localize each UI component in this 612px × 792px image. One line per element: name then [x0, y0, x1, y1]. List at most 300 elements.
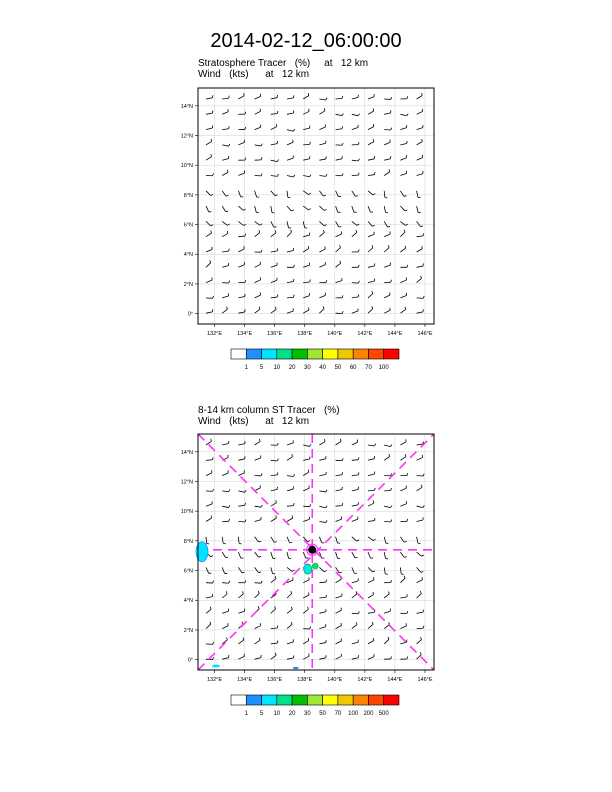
- wind-barb: [287, 506, 293, 507]
- wind-barb: [222, 129, 228, 130]
- wind-barb: [400, 578, 405, 583]
- wind-barb: [336, 206, 338, 212]
- wind-barb-feather: [245, 580, 246, 582]
- y-tick-label: 4°N: [183, 598, 193, 605]
- wind-barb: [400, 143, 406, 144]
- wind-barb: [303, 249, 309, 252]
- wind-barb-feather: [326, 98, 327, 100]
- panel-1: [181, 88, 434, 337]
- wind-barb-feather: [245, 158, 246, 160]
- wind-barb-feather: [245, 234, 246, 237]
- wind-barb-feather: [356, 230, 357, 232]
- wind-barb: [368, 234, 374, 236]
- wind-barb: [238, 312, 244, 313]
- wind-barb-feather: [422, 555, 424, 556]
- x-tick-label: 144°E: [387, 331, 403, 337]
- wind-barb: [336, 506, 342, 507]
- wind-barb: [368, 206, 370, 212]
- wind-barb-feather: [261, 581, 262, 583]
- wind-barb: [400, 296, 406, 298]
- wind-barb: [352, 160, 358, 161]
- wind-barb: [287, 624, 292, 628]
- wind-barb: [255, 96, 261, 99]
- wind-barb-feather: [259, 307, 260, 310]
- wind-barb: [400, 114, 406, 115]
- wind-barb: [400, 232, 405, 237]
- wind-barb-feather: [356, 591, 357, 593]
- wind-barb: [222, 206, 225, 212]
- colorbar-label: 70: [365, 365, 372, 371]
- colorbar-cell: [292, 695, 307, 705]
- wind-barb: [238, 265, 244, 268]
- wind-barb-feather: [391, 656, 392, 658]
- wind-barb-feather: [258, 606, 259, 608]
- wind-barb-feather: [275, 653, 276, 656]
- colorbar-cell: [277, 695, 292, 705]
- wind-barb: [368, 624, 373, 628]
- wind-barb: [238, 491, 244, 492]
- wind-barb-feather: [421, 276, 422, 278]
- wind-barb: [368, 221, 372, 226]
- wind-barb: [319, 582, 325, 583]
- wind-barb: [206, 644, 212, 645]
- wind-barb: [368, 612, 374, 613]
- wind-barb-feather: [275, 576, 276, 578]
- wind-barb: [319, 191, 323, 196]
- y-tick-label: 10°N: [180, 163, 193, 170]
- wind-barb: [238, 221, 243, 225]
- wind-barb-feather: [259, 556, 261, 557]
- wind-barb: [319, 567, 324, 571]
- wind-barb: [368, 97, 374, 99]
- wind-barb: [206, 441, 211, 445]
- wind-barb-feather: [277, 248, 278, 251]
- wind-barb-feather: [407, 519, 408, 521]
- y-tick-label: 6°N: [183, 222, 193, 229]
- wind-barb-feather: [405, 246, 406, 249]
- wind-barb: [271, 280, 277, 282]
- wind-barb: [400, 537, 404, 542]
- wind-barb-feather: [210, 622, 211, 624]
- wind-barb-feather: [229, 581, 230, 583]
- wind-barb: [222, 191, 226, 196]
- wind-barb-feather: [391, 444, 393, 446]
- wind-barb: [255, 206, 257, 212]
- wind-barb: [271, 160, 277, 161]
- wind-barb: [206, 113, 212, 114]
- wind-barb-feather: [293, 175, 294, 177]
- wind-barb: [206, 609, 211, 613]
- wind-barb: [206, 233, 211, 237]
- wind-barb-feather: [245, 520, 246, 522]
- wind-barb-feather: [385, 574, 388, 575]
- wind-barb-feather: [324, 209, 326, 210]
- wind-barb: [368, 490, 374, 491]
- wind-barb-feather: [339, 572, 342, 573]
- wind-barb-feather: [309, 193, 311, 194]
- wind-barb-feather: [229, 249, 230, 252]
- wind-barb: [368, 537, 373, 541]
- wind-barb-feather: [407, 594, 408, 597]
- wind-barb-feather: [404, 576, 405, 578]
- wind-barb-feather: [420, 591, 421, 593]
- colorbar-label: 100: [348, 711, 359, 717]
- wind-barb-feather: [226, 195, 229, 196]
- wind-barb: [319, 265, 325, 268]
- wind-barb-feather: [227, 637, 228, 639]
- wind-barb: [417, 458, 423, 461]
- wind-barb: [384, 142, 390, 145]
- wind-barb-feather: [407, 473, 408, 475]
- y-tick-label: 14°N: [180, 103, 193, 110]
- wind-barb: [319, 491, 325, 492]
- wind-barb-feather: [223, 543, 226, 544]
- wind-barb: [319, 627, 325, 629]
- colorbar-cell: [262, 695, 277, 705]
- wind-barb: [271, 144, 277, 145]
- wind-barb: [238, 505, 244, 506]
- wind-barb-feather: [373, 539, 375, 540]
- wind-barb: [303, 609, 308, 613]
- wind-barb-feather: [258, 572, 261, 573]
- wind-barb: [271, 643, 277, 644]
- wind-barb: [384, 248, 389, 252]
- wind-barb: [417, 191, 418, 197]
- wind-barb-feather: [326, 174, 327, 176]
- wind-barb-feather: [391, 128, 392, 130]
- wind-barb-feather: [391, 580, 392, 582]
- x-tick-label: 144°E: [387, 677, 403, 683]
- wind-barb: [417, 111, 423, 114]
- wind-barb: [271, 233, 276, 237]
- wind-barb: [336, 221, 339, 227]
- wind-barb: [352, 519, 358, 521]
- wind-barb: [255, 567, 259, 572]
- wind-barb-feather: [407, 265, 408, 267]
- wind-barb: [352, 114, 358, 116]
- wind-barb: [319, 537, 321, 543]
- panel1-subtitle: Wind (kts) at 12 km: [198, 69, 310, 80]
- wind-barb: [303, 265, 309, 267]
- wind-barb: [336, 263, 341, 267]
- wind-barb: [319, 474, 325, 475]
- wind-barb: [303, 282, 309, 283]
- wind-barb: [222, 233, 228, 236]
- wind-barb: [352, 297, 358, 298]
- wind-barb: [384, 191, 385, 197]
- wind-barb-feather: [391, 97, 392, 99]
- y-tick-label: 14°N: [180, 449, 193, 456]
- wind-barb-feather: [407, 657, 408, 659]
- wind-barb-feather: [293, 279, 294, 282]
- wind-barb: [384, 594, 389, 598]
- wind-barb: [336, 596, 342, 598]
- wind-barb: [417, 506, 423, 507]
- wind-barb: [400, 248, 405, 252]
- wind-barb-feather: [423, 505, 424, 507]
- wind-barb-feather: [326, 595, 327, 598]
- wind-barb: [287, 518, 293, 521]
- wind-barb: [238, 249, 244, 252]
- wind-barb-feather: [277, 174, 278, 176]
- wind-barb: [352, 489, 358, 490]
- wind-barb-feather: [293, 265, 294, 267]
- wind-barb: [255, 264, 261, 267]
- colorbar-2: [231, 695, 399, 717]
- wind-barb-feather: [245, 127, 246, 129]
- wind-barb: [222, 611, 228, 613]
- wind-barb: [319, 643, 325, 644]
- colorbar-label: 40: [319, 365, 326, 371]
- wind-barb-feather: [358, 173, 359, 175]
- wind-barb: [368, 503, 374, 506]
- wind-barb: [417, 221, 421, 226]
- wind-barb: [400, 626, 406, 629]
- colorbar-cell: [262, 349, 277, 359]
- wind-barb: [222, 626, 228, 629]
- wind-barb-feather: [326, 506, 328, 508]
- wind-barb-feather: [288, 197, 291, 198]
- wind-barb-feather: [358, 114, 359, 116]
- colorbar-cell: [277, 349, 292, 359]
- wind-barb: [336, 281, 342, 283]
- y-tick-label: 2°N: [183, 281, 193, 288]
- wind-barb-feather: [259, 541, 261, 542]
- wind-barb: [287, 443, 293, 445]
- wind-barb: [336, 490, 342, 491]
- colorbar-label: 30: [304, 711, 311, 717]
- wind-barb: [287, 457, 292, 461]
- wind-barb: [368, 191, 373, 195]
- x-tick-label: 140°E: [327, 331, 343, 337]
- wind-barb: [384, 506, 390, 507]
- tracer-blob: [293, 667, 299, 669]
- wind-barb: [352, 311, 358, 313]
- wind-barb: [352, 460, 358, 461]
- wind-barb: [222, 443, 228, 445]
- colorbar-1: [231, 349, 399, 371]
- wind-barb: [222, 506, 228, 507]
- panel2-subtitle: Wind (kts) at 12 km: [198, 416, 310, 427]
- wind-barb-feather: [405, 454, 406, 457]
- wind-barb: [352, 233, 357, 237]
- wind-barb-feather: [358, 294, 359, 297]
- wind-barb: [400, 221, 405, 225]
- colorbar-label: 20: [288, 365, 296, 371]
- wind-barb-feather: [423, 610, 424, 613]
- wind-barb-feather: [323, 195, 326, 196]
- wind-barb-feather: [310, 142, 311, 144]
- wind-barb-feather: [421, 637, 422, 639]
- wind-barb-feather: [391, 280, 392, 282]
- colorbar-label: 60: [349, 365, 357, 371]
- wind-barb: [384, 639, 389, 643]
- x-tick-label: 142°E: [357, 677, 373, 683]
- wind-barb: [222, 251, 228, 252]
- wind-barb: [352, 642, 358, 644]
- wind-barb: [255, 111, 261, 114]
- wind-barb-feather: [259, 230, 260, 232]
- wind-barb-feather: [372, 225, 374, 226]
- wind-barb-feather: [404, 230, 405, 232]
- wind-barb: [336, 441, 341, 445]
- wind-barb: [319, 143, 325, 145]
- wind-barb-feather: [374, 444, 375, 446]
- wind-barb: [336, 248, 341, 252]
- wind-barb: [222, 98, 228, 99]
- wind-barb: [368, 142, 374, 145]
- wind-barb-feather: [407, 611, 408, 613]
- wind-barb: [255, 309, 260, 313]
- wind-barb-feather: [277, 625, 278, 628]
- wind-barb: [303, 128, 309, 129]
- colorbar-label: 100: [378, 365, 389, 371]
- wind-barb-feather: [212, 111, 213, 114]
- wind-barb: [336, 129, 342, 130]
- wind-barb: [303, 459, 309, 460]
- wind-barb: [271, 206, 272, 212]
- wind-barb-feather: [277, 641, 278, 644]
- wind-barb-feather: [372, 306, 373, 308]
- wind-barb-feather: [342, 458, 343, 460]
- wind-barb-feather: [291, 591, 292, 593]
- wind-barb: [287, 489, 293, 491]
- wind-barb: [319, 221, 324, 225]
- x-tick-label: 134°E: [237, 677, 253, 683]
- wind-barb: [368, 294, 373, 298]
- wind-barb: [352, 206, 354, 212]
- wind-barb-feather: [405, 210, 407, 211]
- wind-barb: [400, 457, 405, 461]
- wind-barb-feather: [423, 626, 424, 628]
- wind-barb-feather: [342, 472, 343, 475]
- colorbar-label: 70: [334, 711, 342, 717]
- wind-barb-feather: [340, 261, 341, 263]
- colorbar-cell: [368, 349, 383, 359]
- wind-barb-feather: [293, 503, 294, 505]
- wind-barb-feather: [405, 307, 406, 310]
- wind-barb-feather: [407, 96, 408, 98]
- wind-barb: [384, 159, 390, 160]
- wind-barb-feather: [342, 295, 343, 297]
- wind-barb-feather: [275, 230, 276, 233]
- wind-barb: [255, 127, 261, 129]
- wind-barb: [206, 128, 212, 130]
- colorbar-cell: [307, 349, 322, 359]
- wind-barb: [417, 640, 422, 644]
- wind-barb: [384, 310, 390, 313]
- wind-barb-feather: [374, 610, 375, 613]
- x-tick-label: 138°E: [297, 331, 313, 337]
- wind-barb: [368, 474, 374, 476]
- wind-barb: [222, 266, 228, 268]
- wind-barb: [417, 158, 423, 161]
- colorbar-cell: [384, 349, 399, 359]
- wind-barb: [417, 128, 423, 130]
- wind-barb: [271, 489, 277, 490]
- wind-barb-feather: [358, 142, 359, 144]
- y-tick-label: 4°N: [183, 252, 193, 259]
- wind-barb: [417, 580, 423, 583]
- wind-barb: [287, 658, 293, 659]
- wind-barb-feather: [308, 607, 309, 609]
- wind-barb-feather: [293, 474, 294, 476]
- wind-barb-feather: [211, 194, 213, 195]
- colorbar-cell: [246, 349, 261, 359]
- wind-barb: [287, 297, 293, 298]
- wind-barb-feather: [342, 173, 343, 175]
- wind-barb-feather: [261, 473, 262, 475]
- wind-barb-feather: [326, 490, 327, 492]
- y-tick-label: 8°N: [183, 538, 193, 545]
- wind-barb-feather: [261, 157, 262, 159]
- wind-barb-feather: [420, 652, 421, 654]
- wind-barb-feather: [389, 454, 390, 457]
- wind-barb: [319, 159, 325, 160]
- wind-barb: [287, 476, 293, 477]
- wind-barb-feather: [310, 627, 311, 629]
- wind-barb: [206, 98, 212, 99]
- wind-barb: [271, 475, 277, 476]
- wind-barb: [336, 234, 342, 237]
- wind-barb-feather: [355, 196, 358, 197]
- y-tick-label: 0°: [187, 657, 193, 664]
- wind-barb-feather: [243, 209, 245, 210]
- wind-barb: [400, 442, 406, 445]
- wind-barb: [336, 537, 338, 543]
- wind-barb: [255, 458, 261, 460]
- wind-barb: [368, 552, 370, 558]
- wind-barb: [287, 206, 291, 211]
- wind-barb-feather: [358, 159, 359, 161]
- colorbar-label: 500: [378, 711, 389, 717]
- wind-barb-feather: [261, 174, 262, 176]
- wind-barb: [303, 310, 309, 313]
- wind-barb-feather: [212, 489, 213, 491]
- wind-barb-feather: [291, 607, 292, 610]
- wind-barb: [287, 642, 293, 644]
- wind-barb: [417, 594, 422, 598]
- wind-barb-feather: [388, 245, 389, 247]
- wind-barb-feather: [242, 572, 245, 573]
- wind-barb: [271, 114, 277, 115]
- wind-barb: [417, 298, 423, 299]
- wind-barb: [352, 191, 356, 196]
- wind-barb: [319, 127, 325, 130]
- wind-barb-feather: [227, 307, 228, 309]
- wind-barb: [206, 504, 212, 506]
- wind-barb-feather: [406, 224, 408, 225]
- wind-barb: [303, 96, 309, 99]
- wind-barb: [352, 658, 358, 659]
- wind-barb: [319, 597, 325, 598]
- colorbar-cell: [338, 695, 353, 705]
- wind-barb: [336, 552, 338, 558]
- wind-barb: [271, 309, 276, 313]
- wind-barb: [368, 266, 374, 267]
- tracer-blob: [304, 564, 312, 574]
- wind-barb: [271, 460, 277, 461]
- wind-barb-feather: [277, 443, 278, 445]
- wind-barb-feather: [342, 96, 343, 99]
- wind-barb-feather: [293, 95, 294, 98]
- wind-barb: [417, 266, 423, 267]
- wind-barb: [206, 280, 212, 282]
- wind-barb-feather: [342, 113, 343, 115]
- wind-barb-feather: [229, 144, 230, 146]
- wind-barb: [336, 114, 342, 115]
- wind-barb: [222, 145, 228, 146]
